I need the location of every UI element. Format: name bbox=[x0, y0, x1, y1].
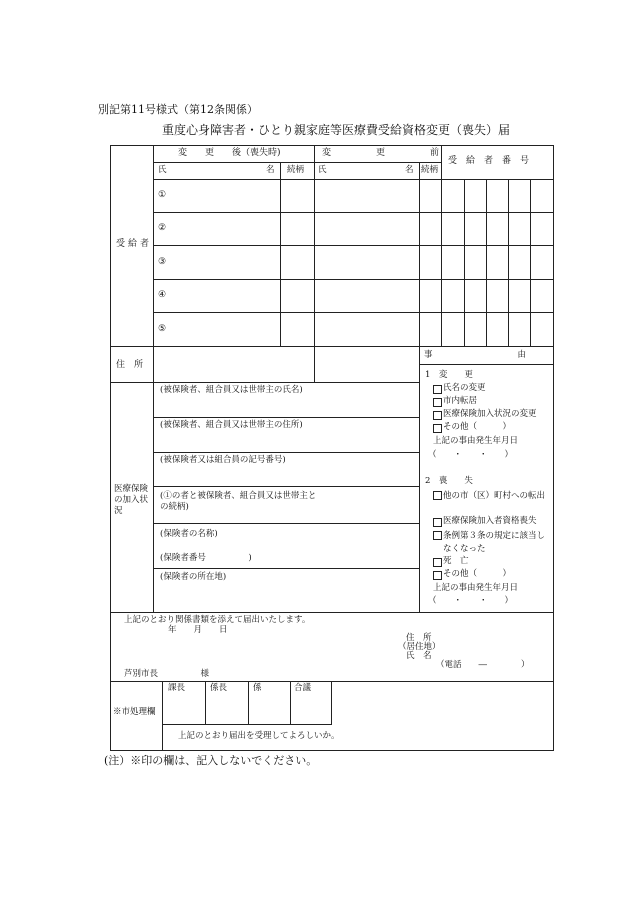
change-date-label: 上記の事由発生年月日 bbox=[433, 436, 519, 446]
checkbox-move-within-city[interactable] bbox=[433, 398, 442, 407]
office-processing-label: ※市処理欄 bbox=[113, 707, 156, 717]
approval-text: 上記のとおり届出を受理してよろしいか。 bbox=[178, 731, 340, 741]
applicant-phone: （電話 ― ） bbox=[436, 660, 530, 670]
checkbox-death[interactable] bbox=[433, 558, 442, 567]
loss-item-death: 死 亡 bbox=[443, 556, 469, 566]
mayor-addressee: 芦別市長 様 bbox=[124, 669, 210, 679]
applicant-name-label: 氏 名 bbox=[406, 651, 432, 661]
insurance-field-symbol-number: (被保険者又は組合員の記号番号) bbox=[160, 455, 286, 465]
name-header-before-2: 名 bbox=[405, 165, 414, 175]
loss-item-move-out: 他の市（区）町村への転出 bbox=[443, 491, 546, 501]
insurance-label: 医療保険の加入状況 bbox=[114, 484, 149, 516]
form-id: 別記第11号様式（第12条関係） bbox=[98, 103, 258, 116]
name-header-after: 氏 bbox=[158, 165, 167, 175]
row-number: ④ bbox=[158, 290, 167, 300]
after-change-header: 変 更 後（喪失時) bbox=[178, 148, 281, 158]
reasons-header: 事 由 bbox=[424, 350, 527, 360]
insurance-field-insurer-location: (保険者の所在地) bbox=[160, 572, 227, 582]
insurance-field-relationship: (①の者と被保険者、組合員又は世帯主との続柄) bbox=[160, 491, 317, 512]
loss-item-insurance: 医療保険加入者資格喪失 bbox=[443, 516, 537, 526]
change-item-insurance: 医療保険加入状況の変更 bbox=[443, 409, 537, 419]
loss-item-ordinance: 条例第３条の規定に該当しなくなった bbox=[443, 531, 546, 554]
relationship-header-after: 続柄 bbox=[287, 165, 305, 175]
checkbox-loss-other[interactable] bbox=[433, 571, 442, 580]
before-change-header: 変 更 前 bbox=[322, 148, 440, 158]
checkbox-name-change[interactable] bbox=[433, 385, 442, 394]
column-section-chief: 課長 bbox=[168, 683, 186, 693]
row-number: ⑤ bbox=[158, 324, 167, 334]
declaration-date: 年 月 日 bbox=[168, 625, 228, 635]
column-staff: 係 bbox=[253, 683, 262, 693]
insurance-field-name: (被保険者、組合員又は世帯主の氏名) bbox=[160, 385, 303, 395]
change-item-other: その他（ ） bbox=[443, 422, 512, 432]
recipient-label: 受給者 bbox=[116, 239, 153, 249]
change-date: （ ・ ・ ） bbox=[428, 450, 514, 460]
checkbox-insurance-loss[interactable] bbox=[433, 518, 442, 527]
row-number: ③ bbox=[158, 257, 167, 267]
loss-date: （ ・ ・ ） bbox=[428, 596, 514, 606]
form-title: 重度心身障害者・ひとり親家庭等医療費受給資格変更（喪失）届 bbox=[162, 123, 511, 137]
declaration-text: 上記のとおり関係書類を添えて届出いたします。 bbox=[124, 615, 311, 625]
row-number: ② bbox=[158, 223, 167, 233]
applicant-address-label: 住 所 bbox=[406, 633, 432, 643]
table-border-left bbox=[110, 145, 111, 751]
name-header-after-2: 名 bbox=[266, 165, 275, 175]
checkbox-ordinance[interactable] bbox=[433, 531, 442, 540]
change-title: 1 変 更 bbox=[425, 370, 473, 380]
insurance-field-address: (被保険者、組合員又は世帯主の住所) bbox=[160, 420, 303, 430]
table-border-top bbox=[110, 145, 554, 146]
loss-date-label: 上記の事由発生年月日 bbox=[433, 583, 519, 593]
insurance-field-insurer-number: (保険者番号 ) bbox=[160, 553, 252, 563]
checkbox-change-other[interactable] bbox=[433, 424, 442, 433]
name-header-before: 氏 bbox=[318, 165, 327, 175]
column-consultation: 合議 bbox=[294, 683, 312, 693]
table-border-bottom bbox=[110, 750, 554, 751]
change-item-name: 氏名の変更 bbox=[443, 383, 486, 393]
column-subsection-chief: 係長 bbox=[210, 683, 228, 693]
relationship-header-before: 続柄 bbox=[421, 165, 439, 175]
loss-item-other: その他（ ） bbox=[443, 569, 512, 579]
insurance-field-insurer-name: (保険者の名称) bbox=[160, 529, 218, 539]
row-number: ① bbox=[158, 190, 167, 200]
address-label: 住 所 bbox=[116, 360, 144, 370]
recipient-number-header: 受 給 者 番 号 bbox=[448, 156, 530, 166]
table-border-right bbox=[553, 145, 554, 751]
applicant-residence-label: （居住地） bbox=[398, 642, 441, 652]
loss-title: 2 喪 失 bbox=[425, 476, 473, 486]
checkbox-move-out[interactable] bbox=[433, 491, 442, 500]
footnote: (注）※印の欄は、記入しないでください。 bbox=[104, 754, 318, 767]
checkbox-insurance-change[interactable] bbox=[433, 411, 442, 420]
change-item-move: 市内転居 bbox=[443, 396, 478, 406]
